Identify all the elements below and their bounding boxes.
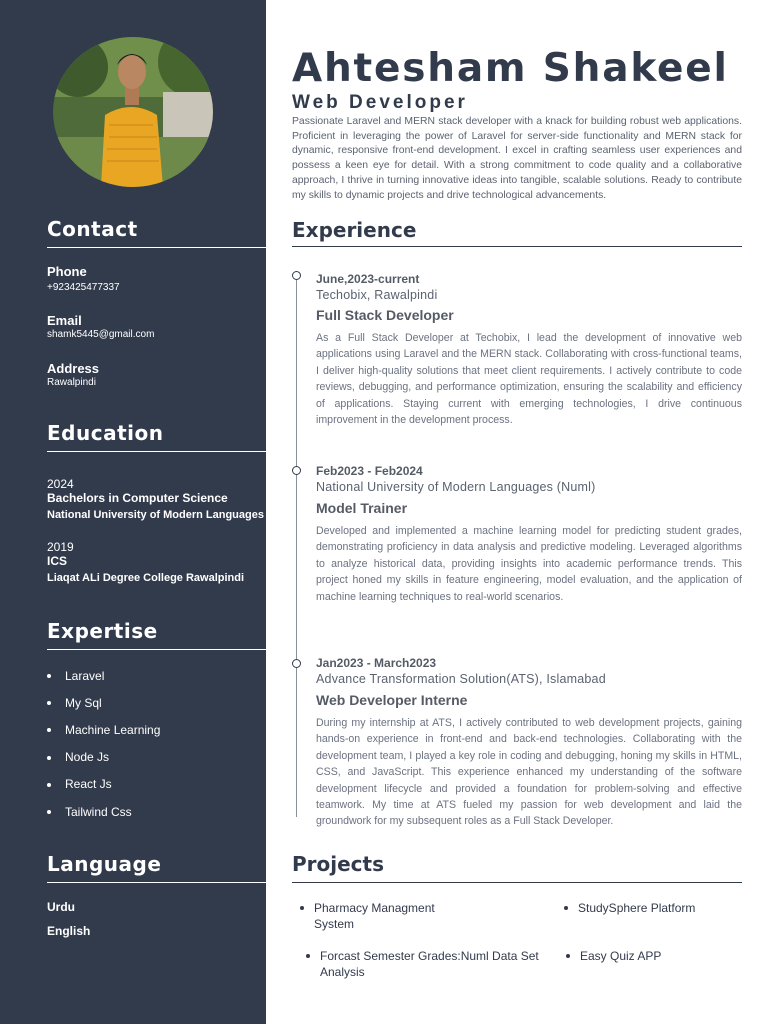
address-value: Rawalpindi bbox=[47, 377, 96, 388]
timeline-dot bbox=[292, 466, 301, 475]
education-institution: National University of Modern Languages bbox=[47, 509, 264, 521]
bullet-icon bbox=[564, 906, 568, 910]
expertise-item: Node Js bbox=[65, 750, 110, 765]
job-organization: Techobix, Rawalpindi bbox=[316, 288, 438, 302]
bullet-icon bbox=[47, 810, 51, 814]
list-item bbox=[47, 662, 160, 689]
job-title: Full Stack Developer bbox=[316, 307, 454, 323]
education-heading: Education bbox=[47, 421, 164, 445]
bullet-icon bbox=[47, 783, 51, 787]
education-year: 2019 bbox=[47, 540, 74, 554]
email-label: Email bbox=[47, 313, 82, 328]
contact-divider bbox=[47, 247, 266, 248]
education-degree: ICS bbox=[47, 554, 68, 568]
list-item bbox=[47, 798, 160, 825]
bullet-icon bbox=[47, 674, 51, 678]
job-date: Feb2023 - Feb2024 bbox=[316, 464, 423, 478]
job-description: During my internship at ATS, I actively contributed to web development projects, gaining hands-on experience in front-end and back-end technologies. Collaborating with the development team, I played a key role in coding and debugging, honing my skills in HTML, CSS, and JavaScript. This experience enhanced my understanding of the software development lifecycle and provided a foundation for problem-solving and effective teamwork. My time at ATS fueled my passion for web development and laid the groundwork for my subsequent roles as a Full Stack Developer. bbox=[316, 717, 742, 828]
list-item bbox=[47, 744, 160, 771]
job-organization: Advance Transformation Solution(ATS), Islamabad bbox=[316, 672, 606, 686]
bullet-icon bbox=[47, 701, 51, 705]
project-item: StudySphere Platform bbox=[578, 901, 696, 915]
education-year: 2024 bbox=[47, 477, 74, 491]
language-divider bbox=[47, 882, 266, 883]
bullet-icon bbox=[566, 954, 570, 958]
job-date: Jan2023 - March2023 bbox=[316, 656, 437, 670]
job-description: Developed and implemented a machine learning model for predicting student grades, demonstrating proficiency in data analysis and predictive modeling. Leveraged algorithms to analyze historical data, providing insights into academic performance trends. This project honed my skills in feature engineering, model evaluation, and the application of machine learning techniques to real-world scenarios. bbox=[316, 525, 742, 603]
project-item: Forcast Semester Grades:Numl Data Set Analysis bbox=[320, 949, 539, 979]
phone-label: Phone bbox=[47, 264, 87, 279]
bullet-icon bbox=[306, 954, 310, 958]
education-divider bbox=[47, 451, 266, 452]
list-item bbox=[580, 948, 740, 964]
profile-summary: Passionate Laravel and MERN stack developer with a knack for building robust web applications. Proficient in leveraging the power of Laravel for server-side functionality and MERN stack for dynamic, responsive front-end development. I excel in crafting seamless user experiences and possess a keen eye for detail. With a strong commitment to code quality and a collaborative approach, I thrive in turning innovative ideas into tangible, scalable solutions. Ready to contribute my skills to dynamic projects and drive technological advancements. bbox=[292, 116, 742, 201]
email-value: shamk5445@gmail.com bbox=[47, 329, 155, 340]
expertise-heading: Expertise bbox=[47, 619, 158, 643]
job-title: Model Trainer bbox=[316, 500, 408, 516]
list-item bbox=[578, 900, 748, 916]
job-description: As a Full Stack Developer at Techobix, I lead the development of innovative web applications using Laravel and the MERN stack. Collaborating with cross-functional teams, I deliver high-quality solutions that meet client requirements. I actively contribute to code reviews, debugging, and performance optimization, ensuring the scalability and efficiency of applications. Staying current with emerging technologies, I drive continuous improvement in the development process. bbox=[316, 332, 742, 427]
bullet-icon bbox=[47, 728, 51, 732]
timeline-dot bbox=[292, 271, 301, 280]
job-role: Web Developer bbox=[292, 92, 468, 113]
projects-divider bbox=[292, 882, 742, 883]
address-label: Address bbox=[47, 361, 100, 376]
job-title: Web Developer Interne bbox=[316, 692, 468, 708]
main-content bbox=[266, 0, 768, 1024]
education-institution: Liaqat ALi Degree College Rawalpindi bbox=[47, 572, 245, 584]
experience-heading: Experience bbox=[292, 218, 417, 242]
bullet-icon bbox=[300, 906, 304, 910]
projects-heading: Projects bbox=[292, 852, 385, 876]
expertise-item: Machine Learning bbox=[65, 722, 161, 737]
list-item bbox=[47, 689, 160, 716]
sidebar bbox=[0, 0, 266, 1024]
job-organization: National University of Modern Languages (Numl) bbox=[316, 480, 596, 494]
phone-value: +923425477337 bbox=[47, 282, 120, 293]
list-item bbox=[47, 716, 160, 743]
project-item: Pharmacy Managment System bbox=[314, 901, 435, 931]
job-date: June,2023-current bbox=[316, 272, 420, 286]
timeline-line bbox=[296, 277, 297, 817]
list-item bbox=[314, 900, 474, 932]
expertise-item: Laravel bbox=[65, 668, 105, 683]
language-item: English bbox=[47, 924, 91, 938]
expertise-divider bbox=[47, 649, 266, 650]
language-heading: Language bbox=[47, 852, 162, 876]
list-item bbox=[320, 948, 555, 980]
profile-photo bbox=[53, 37, 213, 187]
timeline-dot bbox=[292, 659, 301, 668]
project-item: Easy Quiz APP bbox=[580, 949, 662, 963]
person-name: Ahtesham Shakeel bbox=[292, 46, 729, 91]
language-item: Urdu bbox=[47, 900, 75, 914]
contact-heading: Contact bbox=[47, 217, 138, 241]
expertise-item: React Js bbox=[65, 777, 112, 792]
education-degree: Bachelors in Computer Science bbox=[47, 491, 228, 505]
expertise-list bbox=[47, 662, 160, 825]
expertise-item: Tailwind Css bbox=[65, 804, 132, 819]
experience-divider bbox=[292, 246, 742, 247]
expertise-item: My Sql bbox=[65, 695, 102, 710]
list-item bbox=[47, 771, 160, 798]
bullet-icon bbox=[47, 756, 51, 760]
